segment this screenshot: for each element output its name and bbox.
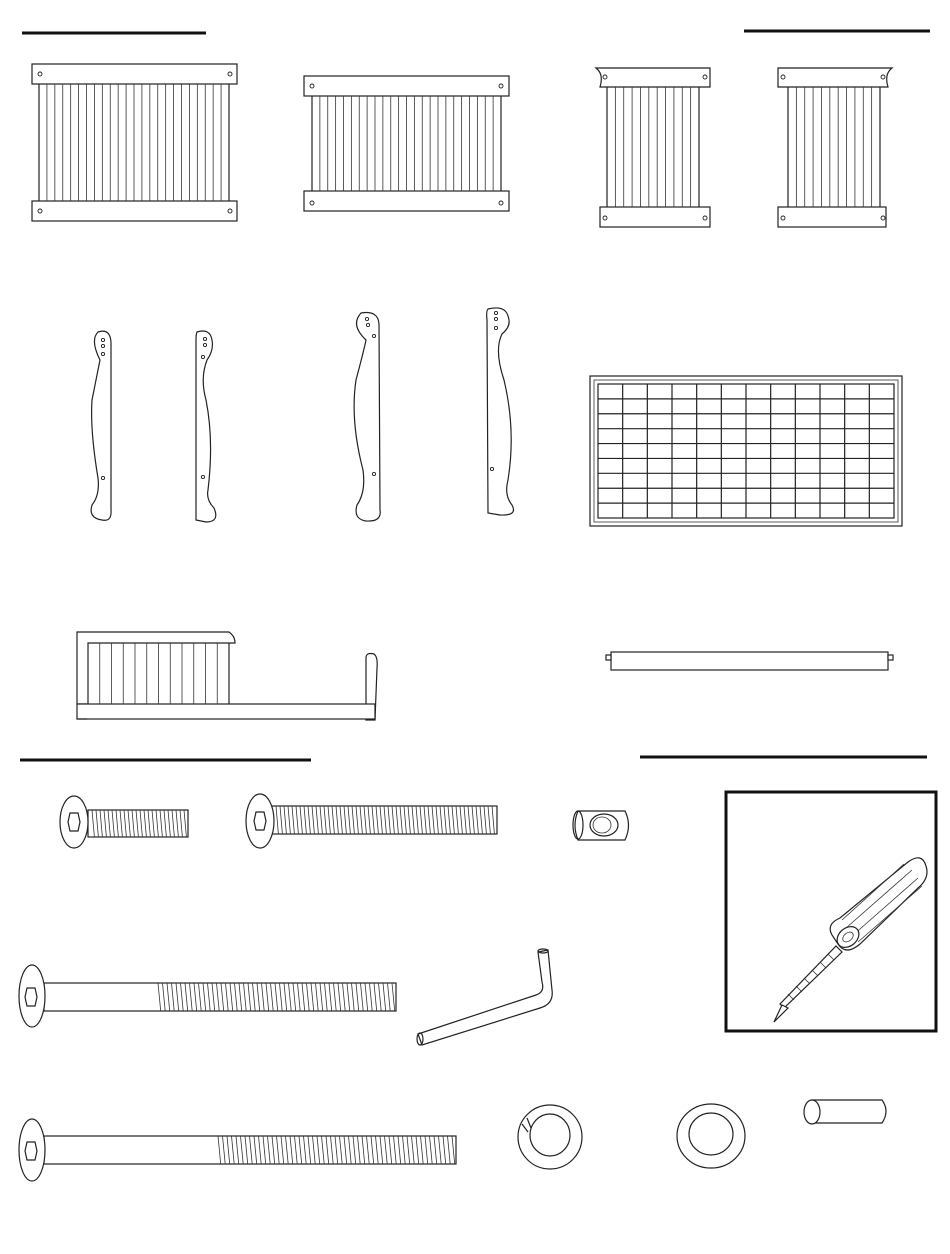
slatted-end-panel-icon [304, 76, 509, 211]
allen-wrench-icon [417, 949, 552, 1045]
barrel-nut-icon [573, 811, 629, 840]
wood-dowel-icon [804, 1100, 886, 1124]
curved-leg-post-icon [487, 308, 514, 515]
split-lock-washer-icon [518, 1105, 582, 1169]
toddler-guard-rail-icon [77, 632, 377, 720]
curved-leg-post-icon [196, 331, 216, 522]
long-allen-bolt-icon [19, 965, 396, 1027]
slatted-end-panel-icon [32, 64, 237, 221]
curved-leg-post-icon [91, 331, 111, 520]
curved-leg-post-icon [354, 312, 380, 521]
slatted-side-panel-icon [596, 68, 710, 227]
short-allen-bolt-icon [60, 796, 188, 848]
spring-grid-platform-icon [590, 376, 902, 526]
extra-long-allen-bolt-icon [19, 1119, 456, 1181]
slatted-side-panel-icon [778, 68, 892, 227]
phillips-screwdriver-icon [726, 792, 936, 1031]
stabilizer-bar-icon [606, 652, 893, 670]
flat-washer-icon [677, 1104, 745, 1168]
medium-allen-bolt-icon [246, 794, 497, 848]
